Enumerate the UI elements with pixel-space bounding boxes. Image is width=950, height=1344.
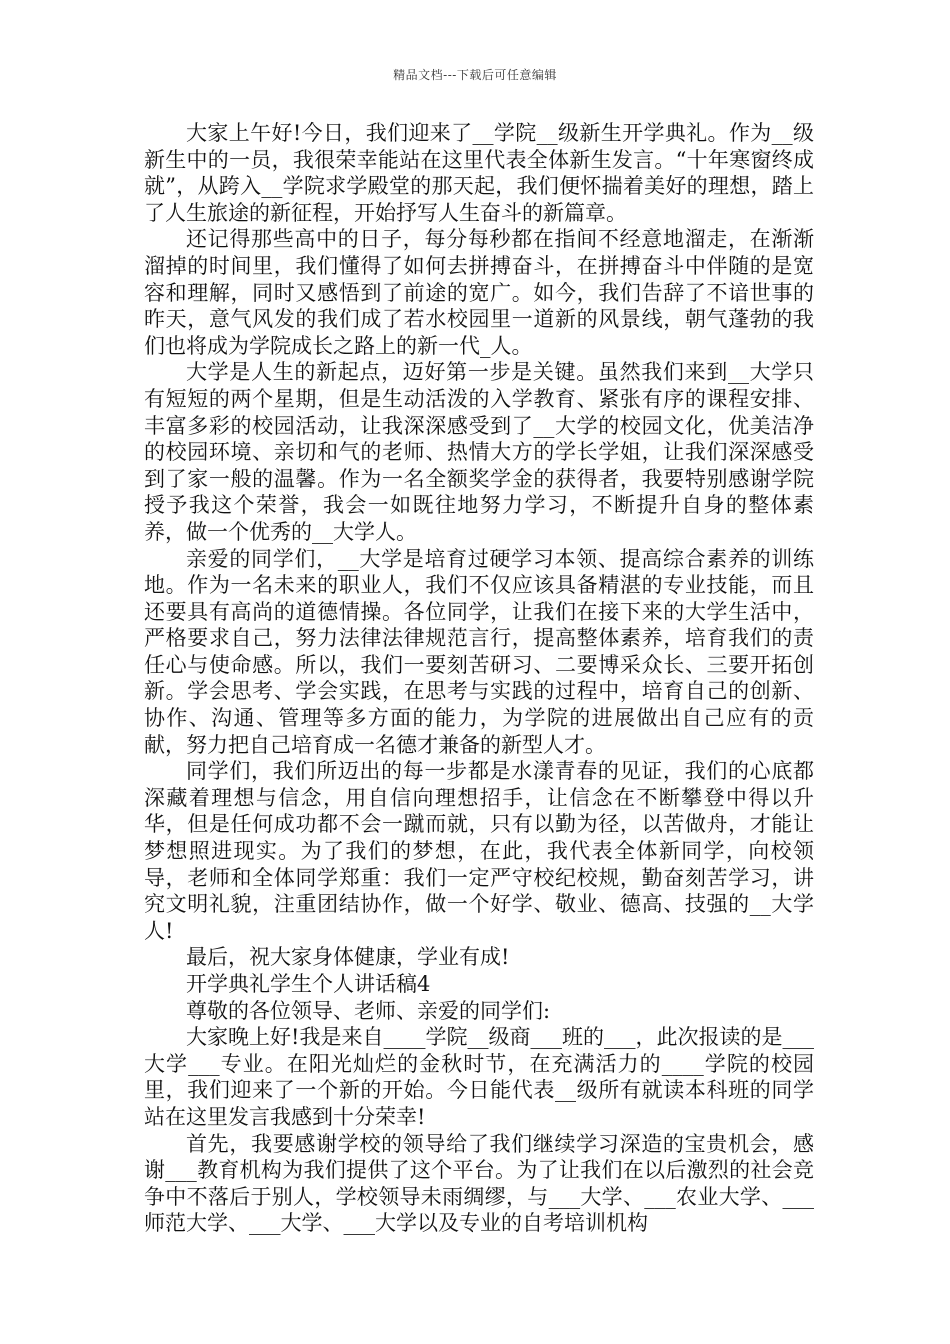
paragraph: 大家上午好!今日，我们迎来了__学院__级新生开学典礼。作为__级新生中的一员，我很荣幸能站在这里代表全体新生发言。“十年寒窗终成就”，从跨入__学院求学殿堂的那天起，我们便怀揣着美好的理想，踏上了人生旅途的新征程，开始抒写人生奋斗的新篇章。 [144,121,814,225]
paragraph: 最后，祝大家身体健康，学业有成! [186,945,510,970]
paragraph: 亲爱的同学们，__大学是培育过硬学习本领、提高综合素养的训练地。作为一名未来的职业人，我们不仅应该具备精湛的专业技能，而且还要具有高尚的道德情操。各位同学，让我们在接下来的大学生活中，严格要求自己，努力法律法律规范言行，提高整体素养，培育我们的责任心与使命感。所以，我们一要刻苦研习、二要博采众长、三要开拓创新。学会思考、学会实践，在思考与实践的过程中，培育自己的创新、协作、沟通、管理等多方面的能力，为学院的进展做出自己应有的贡献，努力把自己培育成一名德才兼备的新型人才。 [144,546,814,757]
document-body [144,120,814,1237]
paragraph: 首先，我要感谢学校的领导给了我们继续学习深造的宝贵机会，感谢___教育机构为我们提供了这个平台。为了让我们在以后激烈的社会竞争中不落后于别人，学校领导未雨绸缪，与___大学、___农业大学、___师范大学、___大学、___大学以及专业的自考培训机构 [144,1131,814,1236]
paragraph: 同学们，我们所迈出的每一步都是水漾青春的见证，我们的心底都深藏着理想与信念，用自信向理想招手，让信念在不断攀登中得以升华，但是任何成功都不会一蹴而就，只有以勤为径，以苦做舟，才能让梦想照进现实。为了我们的梦想，在此，我代表全体新同学，向校领导，老师和全体同学郑重：我们一定严守校纪校规，勤奋刻苦学习，讲究文明礼貌，注重团结协作，做一个好学、敬业、德高、技强的__大学人! [144,759,814,943]
paragraph: 还记得那些高中的日子，每分每秒都在指间不经意地溜走，在渐渐溜掉的时间里，我们懂得了如何去拼搏奋斗，在拼搏奋斗中伴随的是宽容和理解，同时又感悟到了前途的宽广。如今，我们告辞了不谙世事的昨天，意气风发的我们成了若水校园里一道新的风景线，朝气蓬勃的我们也将成为学院成长之路上的新一代_人。 [144,227,814,358]
header-note: 精品文档---下载后可任意编辑 [393,68,557,82]
section-title: 开学典礼学生个人讲话稿4 [186,972,431,996]
paragraph: 大家晚上好!我是来自____学院__级商___班的___，此次报读的是___大学___专业。在阳光灿烂的金秋时节，在充满活力的____学院的校园里，我们迎来了一个新的开始。今日能代表__级所有就读本科班的同学站在这里发言我感到十分荣幸! [144,1025,814,1129]
salutation: 尊敬的各位领导、老师、亲爱的同学们: [186,998,551,1023]
paragraph: 大学是人生的新起点，迈好第一步是关键。虽然我们来到__大学只有短短的两个星期，但是生动活泼的入学教育、紧张有序的课程安排、丰富多彩的校园活动，让我深深感受到了__大学的校园文化，优美洁净的校园环境、亲切和气的老师、热情大方的学长学姐，让我们深深感受到了家一般的温馨。作为一名全额奖学金的获得者，我要特别感谢学院授予我这个荣誉，我会一如既往地努力学习，不断提升自身的整体素养，做一个优秀的__大学人。 [144,360,814,544]
